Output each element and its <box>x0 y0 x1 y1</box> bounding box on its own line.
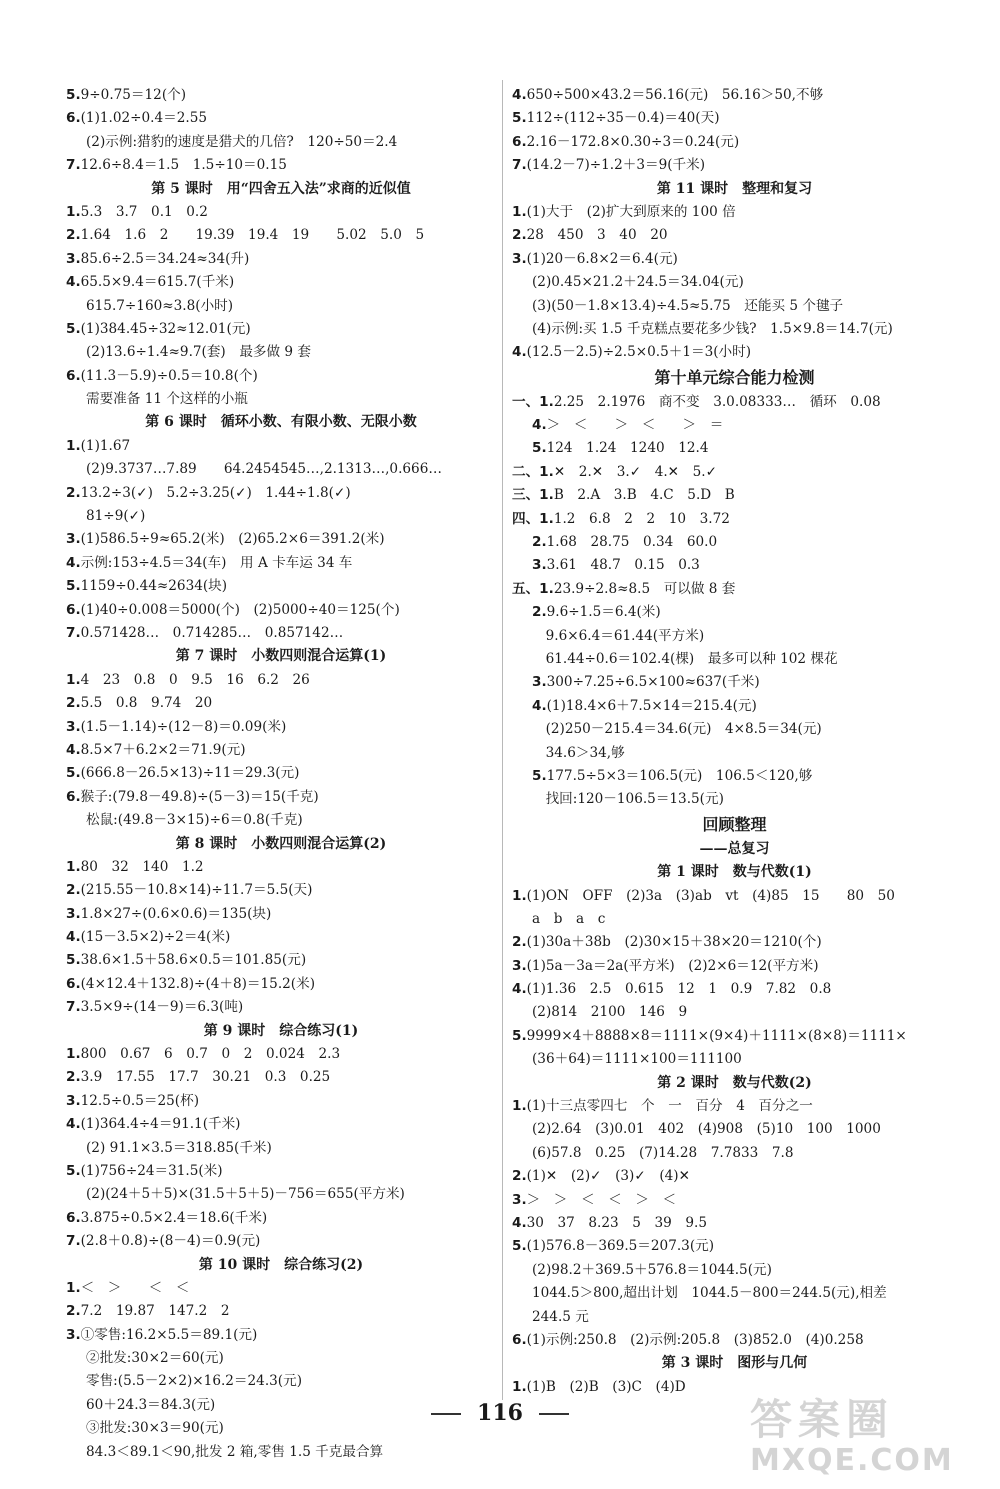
answer-line <box>512 554 957 577</box>
answer-line <box>512 318 957 341</box>
answer-line <box>512 1329 957 1352</box>
question-number: 一、1. <box>512 393 554 410</box>
answer-text: (1.5－1.14)÷(12－8)＝0.09(米) <box>80 718 287 735</box>
answer-text: (1)大于 (2)扩大到原来的 100 倍 <box>526 203 736 220</box>
footer-dash-right <box>539 1413 569 1415</box>
answer-line <box>512 1306 957 1329</box>
answer-text: (6)57.8 0.25 (7)14.28 7.7833 7.8 <box>532 1144 794 1161</box>
question-number: 4. <box>66 554 81 571</box>
question-number: 1. <box>512 887 527 904</box>
answer-line <box>66 949 496 972</box>
answer-line <box>512 885 957 908</box>
answer-text: (2)0.45×21.2＋24.5＝34.04(元) <box>532 274 744 291</box>
section-heading: 第 5 课时 用“四舍五入法”求商的近似值 <box>151 180 411 197</box>
answer-text: B 2.A 3.B 4.C 5.D B <box>553 487 735 504</box>
answer-text: 2.16－172.8×0.30÷3＝0.24(元) <box>526 133 740 150</box>
question-number: 6. <box>66 788 81 805</box>
answer-text: (2.8＋0.8)÷(8－4)＝0.9(元) <box>80 1233 261 1250</box>
answer-line <box>66 154 496 177</box>
question-number: 5. <box>512 1238 527 1255</box>
answer-text: 244.5 元 <box>532 1308 589 1325</box>
answer-line <box>66 622 496 645</box>
answer-line <box>512 1095 957 1118</box>
answer-line <box>512 1142 957 1165</box>
answer-line <box>66 458 496 481</box>
answer-text: 650÷500×43.2＝56.16(元) 56.16＞50,不够 <box>526 87 824 103</box>
question-number: 5. <box>512 110 527 127</box>
answer-line <box>66 1277 496 1300</box>
question-number: 2. <box>66 695 81 712</box>
answer-text: (1)十三点零四七 个 一 百分 4 百分之一 <box>526 1098 813 1115</box>
answer-text: (1)ON OFF (2)3a (3)ab vt (4)85 15 80 50 <box>526 887 895 904</box>
answer-text: ②批发:30×2＝60(元) <box>86 1350 224 1367</box>
answer-text: 0.571428… 0.714285… 0.857142… <box>80 624 344 641</box>
answer-line <box>66 131 496 154</box>
question-number: 2. <box>66 882 81 899</box>
answer-line <box>512 1001 957 1024</box>
answer-line <box>66 856 496 879</box>
answer-line <box>512 508 957 531</box>
answer-text: 28 450 3 40 20 <box>526 227 668 244</box>
question-number: 三、1. <box>512 487 554 504</box>
answer-text: (1)364.4÷4＝91.1(千米) <box>80 1116 241 1133</box>
question-number: 五、1. <box>512 580 554 597</box>
column-divider <box>502 80 503 1400</box>
footer-dash-left <box>431 1413 461 1415</box>
answer-line <box>66 1113 496 1136</box>
answer-text: (2)13.6÷1.4≈9.7(套) 最多做 9 套 <box>86 344 311 361</box>
section-heading: 第 9 课时 综合练习(1) <box>203 1022 359 1039</box>
answer-line <box>66 786 496 809</box>
answer-line <box>512 1259 957 1282</box>
question-number: 2. <box>512 1168 527 1185</box>
answer-text: (3)(50－1.8×13.4)÷4.5≈5.75 还能买 5 个毽子 <box>532 297 844 314</box>
answer-text: 2.25 2.1976 商不变 3.0.08333… 循环 0.08 <box>553 393 881 410</box>
question-number: 4. <box>512 87 527 103</box>
answer-line <box>512 224 957 247</box>
answer-text: (1)1.02÷0.4＝2.55 <box>80 110 208 127</box>
answer-line <box>512 461 957 484</box>
answer-text: (2)814 2100 146 9 <box>532 1004 688 1021</box>
question-number: 4. <box>512 981 527 998</box>
answer-text: ＞ ＞ ＜ ＜ ＞ ＜ <box>526 1191 677 1208</box>
answer-line <box>512 484 957 507</box>
answer-line <box>66 365 496 388</box>
question-number: 1. <box>66 203 81 220</box>
question-number: 7. <box>66 999 81 1016</box>
answer-text: (1)586.5÷9≈65.2(米) (2)65.2×6＝391.2(米) <box>80 531 385 548</box>
answer-line <box>66 201 496 224</box>
answer-line <box>512 1235 957 1258</box>
answer-line <box>512 788 957 811</box>
question-number: 3. <box>66 905 81 922</box>
answer-line <box>512 107 957 130</box>
answer-line <box>512 201 957 224</box>
answer-line <box>66 248 496 271</box>
question-number: 7. <box>66 624 81 641</box>
section-heading: 第 2 课时 数与代数(2) <box>657 1074 812 1091</box>
answer-text: 84.3＜89.1＜90,批发 2 箱,零售 1.5 千克最合算 <box>86 1443 384 1460</box>
answer-text: 177.5÷5×3＝106.5(元) 106.5＜120,够 <box>546 767 813 784</box>
question-number: 2. <box>532 534 547 551</box>
answer-line <box>512 1048 957 1071</box>
question-number: 6. <box>512 133 527 150</box>
answer-text: 9.6×6.4＝61.44(平方米) <box>532 627 705 644</box>
question-number: 3. <box>66 250 81 267</box>
answer-text: (1)384.45÷32≈12.01(元) <box>80 320 251 337</box>
answer-line <box>66 295 496 318</box>
answer-line <box>512 578 957 601</box>
answer-text: (215.55－10.8×14)÷11.7＝5.5(天) <box>80 882 313 899</box>
answer-text: 13.2÷3(✓) 5.2÷3.25(✓) 1.44÷1.8(✓) <box>80 484 351 501</box>
question-number: 3. <box>66 1326 81 1343</box>
answer-text: (15－3.5×2)÷2＝4(米) <box>80 929 231 946</box>
question-number: 1. <box>66 437 81 454</box>
answer-line <box>66 575 496 598</box>
section-heading: 第 11 课时 整理和复习 <box>656 180 813 197</box>
answer-line <box>512 625 957 648</box>
answer-line <box>66 318 496 341</box>
answer-text: ③批发:30×3＝90(元) <box>86 1420 224 1437</box>
section-heading: 第 6 课时 循环小数、有限小数、无限小数 <box>145 414 417 431</box>
answer-text: (36＋64)＝1111×100＝111100 <box>532 1051 742 1068</box>
answer-text: (4×12.4＋132.8)÷(4＋8)＝15.2(米) <box>80 975 315 992</box>
answer-text: (2)2.64 (3)0.01 402 (4)908 (5)10 100 1000 <box>532 1121 881 1138</box>
question-number: 4. <box>66 274 81 291</box>
answer-line <box>512 84 957 107</box>
answer-text: (1)20－6.8×2＝6.4(元) <box>526 250 678 267</box>
answer-text: 3.5×9÷(14－9)＝6.3(吨) <box>80 999 244 1016</box>
answer-line <box>512 978 957 1001</box>
answer-line <box>66 528 496 551</box>
answer-text: (11.3－5.9)÷0.5＝10.8(个) <box>80 367 258 384</box>
answer-text: (12.5－2.5)÷2.5×0.5＋1＝3(小时) <box>526 344 752 361</box>
answer-text: (2)250－215.4＝34.6(元) 4×8.5＝34(元) <box>532 721 822 738</box>
question-number: 3. <box>512 250 527 267</box>
question-number: 5. <box>66 578 81 595</box>
answer-line <box>512 131 957 154</box>
question-number: 2. <box>512 934 527 951</box>
question-number: 4. <box>66 741 81 758</box>
answer-text: 3.9 17.55 17.7 30.21 0.3 0.25 <box>80 1069 331 1086</box>
right-column <box>512 84 957 1399</box>
page-number: 116 <box>477 1400 523 1426</box>
left-column <box>66 84 496 1464</box>
question-number: 4. <box>66 929 81 946</box>
answer-line <box>66 84 496 107</box>
question-number: 6. <box>66 110 81 127</box>
answer-text: 8.5×7＋6.2×2＝71.9(元) <box>80 741 246 758</box>
question-number: 5. <box>66 952 81 969</box>
answer-text: 1.2 6.8 2 2 10 3.72 <box>553 510 730 527</box>
answer-line <box>66 1160 496 1183</box>
question-number: 2. <box>512 227 527 244</box>
answer-line <box>66 1137 496 1160</box>
answer-line <box>66 1230 496 1253</box>
answer-line <box>66 107 496 130</box>
question-number: 3. <box>512 957 527 974</box>
answer-text: (1)✕ (2)✓ (3)✓ (4)✕ <box>526 1168 690 1185</box>
answer-line <box>512 648 957 671</box>
answer-line <box>66 716 496 739</box>
answer-text: 9.6÷1.5＝6.4(米) <box>546 604 661 621</box>
answer-text: 112÷(112÷35－0.4)＝40(天) <box>526 110 720 127</box>
answer-text: (2)(24＋5＋5)×(31.5＋5＋5)－756＝655(平方米) <box>86 1186 405 1203</box>
section-heading: ——总复习 <box>699 840 770 857</box>
question-number: 3. <box>532 674 547 691</box>
answer-text: 81÷9(✓) <box>86 508 146 525</box>
section-heading: 第 7 课时 小数四则混合运算(1) <box>175 648 387 665</box>
answer-text: 松鼠:(49.8－3×15)÷6＝0.8(千克) <box>86 812 303 829</box>
answer-line <box>66 692 496 715</box>
answer-line <box>512 955 957 978</box>
answer-line <box>66 739 496 762</box>
watermark-logo: 答案圈 <box>750 1395 895 1444</box>
answer-line <box>66 482 496 505</box>
answer-text: 5.3 3.7 0.1 0.2 <box>80 203 208 220</box>
answer-line <box>66 1370 496 1393</box>
answer-text: 1159÷0.44≈2634(块) <box>80 578 228 595</box>
answer-line <box>66 1347 496 1370</box>
answer-text: (666.8－26.5×13)÷11＝29.3(元) <box>80 765 300 782</box>
answer-text: 需要准备 11 个这样的小瓶 <box>86 391 248 408</box>
answer-text: ①零售:16.2×5.5＝89.1(元) <box>80 1326 258 1343</box>
answer-text: 4 23 0.8 0 9.5 16 6.2 26 <box>80 671 310 688</box>
answer-line <box>66 903 496 926</box>
question-number: 5. <box>66 765 81 782</box>
section-heading: 第 10 课时 综合练习(2) <box>198 1256 364 1273</box>
answer-text: (1)示例:250.8 (2)示例:205.8 (3)852.0 (4)0.258 <box>526 1331 864 1348</box>
answer-text: (1)40÷0.008＝5000(个) (2)5000÷40＝125(个) <box>80 601 400 618</box>
question-number: 4. <box>532 697 547 714</box>
answer-text: 124 1.24 1240 12.4 <box>546 440 709 457</box>
answer-text: 找回:120－106.5＝13.5(元) <box>532 791 724 808</box>
answer-text: a b a c <box>532 910 606 927</box>
question-number: 2. <box>66 1069 81 1086</box>
question-number: 5. <box>512 1027 527 1044</box>
answer-line <box>66 926 496 949</box>
answer-line <box>512 765 957 788</box>
watermark <box>750 1396 960 1486</box>
answer-text: 61.44÷0.6＝102.4(棵) 最多可以种 102 棵花 <box>532 650 838 667</box>
answer-line <box>512 1165 957 1188</box>
answer-line <box>512 1118 957 1141</box>
answer-text: 示例:153÷4.5＝34(车) 用 A 卡车运 34 车 <box>80 554 353 571</box>
answer-text: (2) 91.1×3.5＝318.85(千米) <box>86 1139 272 1156</box>
answer-text: (2)9.3737…7.89 64.2454545…,2.1313…,0.666… <box>86 461 442 478</box>
answer-line <box>66 1090 496 1113</box>
answer-line <box>66 1043 496 1066</box>
answer-line <box>66 1183 496 1206</box>
answer-text: 3.61 48.7 0.15 0.3 <box>546 557 700 574</box>
answer-line <box>512 414 957 437</box>
answer-line <box>66 224 496 247</box>
question-number: 7. <box>512 157 527 174</box>
section-heading: 回顾整理 <box>702 814 767 834</box>
question-number: 6. <box>66 975 81 992</box>
answer-line <box>512 154 957 177</box>
question-number: 1. <box>512 1378 527 1395</box>
answer-line <box>66 435 496 458</box>
answer-text: 零售:(5.5－2×2)×16.2＝24.3(元) <box>86 1373 302 1390</box>
answer-line <box>512 931 957 954</box>
question-number: 2. <box>532 604 547 621</box>
question-number: 1. <box>66 671 81 688</box>
answer-text: (1)18.4×6＋7.5×14＝215.4(元) <box>546 697 757 714</box>
answer-text: (1)1.67 <box>80 437 131 454</box>
answer-line <box>512 341 957 364</box>
answer-text: (2)98.2＋369.5＋576.8＝1044.5(元) <box>532 1261 772 1278</box>
question-number: 7. <box>66 157 81 174</box>
answer-text: 615.7÷160≈3.8(小时) <box>86 297 234 314</box>
answer-line <box>66 1300 496 1323</box>
answer-text: ✕ 2.✕ 3.✓ 4.✕ 5.✓ <box>553 463 718 480</box>
question-number: 6. <box>66 367 81 384</box>
answer-line <box>66 762 496 785</box>
section-heading: 第 3 课时 图形与几何 <box>661 1355 808 1372</box>
answer-text: 1.64 1.6 2 19.39 19.4 19 5.02 5.0 5 <box>80 227 425 244</box>
answer-line <box>512 601 957 624</box>
answer-text: 300÷7.25÷6.5×100≈637(千米) <box>546 674 760 691</box>
question-number: 3. <box>66 718 81 735</box>
question-number: 6. <box>66 1209 81 1226</box>
answer-text: 38.6×1.5＋58.6×0.5＝101.85(元) <box>80 952 307 969</box>
answer-text: 65.5×9.4＝615.7(千米) <box>80 274 235 291</box>
answer-text: 30 37 8.23 5 39 9.5 <box>526 1214 708 1231</box>
question-number: 6. <box>512 1331 527 1348</box>
answer-line <box>512 742 957 765</box>
question-number: 四、1. <box>512 510 554 527</box>
question-number: 4. <box>532 417 547 434</box>
answer-text: (4)示例:买 1.5 千克糕点要花多少钱? 1.5×9.8＝14.7(元) <box>532 320 893 337</box>
answer-text: (1)5a－3a＝2a(平方米) (2)2×6＝12(平方米) <box>526 957 819 974</box>
question-number: 1. <box>512 1098 527 1115</box>
answer-line <box>66 996 496 1019</box>
answer-text: 猴子:(79.8－49.8)÷(5－3)＝15(千克) <box>80 788 319 805</box>
question-number: 6. <box>66 601 81 618</box>
answer-line <box>66 341 496 364</box>
answer-line <box>66 809 496 832</box>
question-number: 4. <box>512 1214 527 1231</box>
answer-text: 9÷0.75＝12(个) <box>80 87 187 103</box>
answer-text: 12.5÷0.5＝25(杯) <box>80 1092 199 1109</box>
answer-text: (1)756÷24＝31.5(米) <box>80 1162 223 1179</box>
answer-line <box>66 1207 496 1230</box>
answer-text: 3.875÷0.5×2.4＝18.6(千米) <box>80 1209 268 1226</box>
answer-text: 23.9÷2.8≈8.5 可以做 8 套 <box>553 580 736 597</box>
answer-line <box>66 1441 496 1464</box>
answer-line <box>512 437 957 460</box>
answer-line <box>66 1324 496 1347</box>
answer-text: 34.6＞34,够 <box>532 744 625 761</box>
answer-text: ＞ ＜ ＞ ＜ ＞ ＝ <box>546 417 724 434</box>
answer-text: 5.5 0.8 9.74 20 <box>80 695 213 712</box>
answer-text: (2)示例:猎豹的速度是猎犬的几倍? 120÷50＝2.4 <box>86 133 398 150</box>
answer-line <box>512 271 957 294</box>
answer-text: 1.68 28.75 0.34 60.0 <box>546 534 718 551</box>
watermark-site: MXQE.COM <box>750 1443 954 1478</box>
answer-line <box>66 879 496 902</box>
answer-line <box>512 671 957 694</box>
answer-text: 12.6÷8.4＝1.5 1.5÷10＝0.15 <box>80 157 287 174</box>
answer-text: (1)1.36 2.5 0.615 12 1 0.9 7.82 0.8 <box>526 981 832 998</box>
answer-line <box>512 1189 957 1212</box>
answer-line <box>512 718 957 741</box>
section-heading: 第 8 课时 小数四则混合运算(2) <box>175 835 387 852</box>
answer-line <box>66 1066 496 1089</box>
question-number: 5. <box>532 440 547 457</box>
question-number: 2. <box>66 484 81 501</box>
section-heading: 第 1 课时 数与代数(1) <box>657 864 812 881</box>
question-number: 3. <box>532 557 547 574</box>
answer-line <box>66 599 496 622</box>
question-number: 2. <box>66 227 81 244</box>
answer-line <box>512 531 957 554</box>
answer-line <box>512 1212 957 1235</box>
answer-line <box>66 271 496 294</box>
question-number: 1. <box>66 1279 81 1296</box>
question-number: 1. <box>512 203 527 220</box>
answer-text: 7.2 19.87 147.2 2 <box>80 1303 230 1320</box>
question-number: 2. <box>66 1303 81 1320</box>
answer-line <box>512 295 957 318</box>
answer-line <box>66 552 496 575</box>
question-number: 3. <box>512 1191 527 1208</box>
answer-line <box>66 669 496 692</box>
answer-text: 80 32 140 1.2 <box>80 858 204 875</box>
question-number: 5. <box>66 1162 81 1179</box>
answer-text: ＜ ＞ ＜ ＜ <box>80 1279 190 1296</box>
question-number: 4. <box>512 344 527 361</box>
answer-line <box>66 388 496 411</box>
answer-line <box>512 1282 957 1305</box>
question-number: 1. <box>66 858 81 875</box>
answer-text: 85.6÷2.5＝34.24≈34(升) <box>80 250 250 267</box>
answer-text: 1.8×27÷(0.6×0.6)＝135(块) <box>80 905 272 922</box>
answer-line <box>512 908 957 931</box>
answer-text: 9999×4＋8888×8＝1111×(9×4)＋1111×(8×8)＝1111× <box>526 1027 907 1044</box>
question-number: 3. <box>66 531 81 548</box>
question-number: 7. <box>66 1233 81 1250</box>
answer-line <box>512 391 957 414</box>
answer-line <box>512 1025 957 1048</box>
answer-text: (1)B (2)B (3)C (4)D <box>526 1378 686 1395</box>
section-heading: 第十单元综合能力检测 <box>654 367 815 387</box>
answer-text: (1)576.8－369.5＝207.3(元) <box>526 1238 715 1255</box>
answer-line <box>512 695 957 718</box>
question-number: 5. <box>66 320 81 337</box>
answer-line <box>66 505 496 528</box>
answer-text: (1)30a＋38b (2)30×15＋38×20＝1210(个) <box>526 934 822 951</box>
answer-text: 60＋24.3＝84.3(元) <box>86 1396 216 1413</box>
question-number: 5. <box>532 767 547 784</box>
question-number: 4. <box>66 1116 81 1133</box>
question-number: 3. <box>66 1092 81 1109</box>
answer-text: (14.2－7)÷1.2＋3＝9(千米) <box>526 157 706 174</box>
answer-line <box>512 248 957 271</box>
question-number: 二、1. <box>512 463 554 480</box>
question-number: 5. <box>66 87 81 103</box>
question-number: 1. <box>66 1046 81 1063</box>
answer-line <box>66 973 496 996</box>
answer-text: 1044.5＞800,超出计划 1044.5－800＝244.5(元),相差 <box>532 1285 887 1302</box>
answer-text: 800 0.67 6 0.7 0 2 0.024 2.3 <box>80 1046 341 1063</box>
